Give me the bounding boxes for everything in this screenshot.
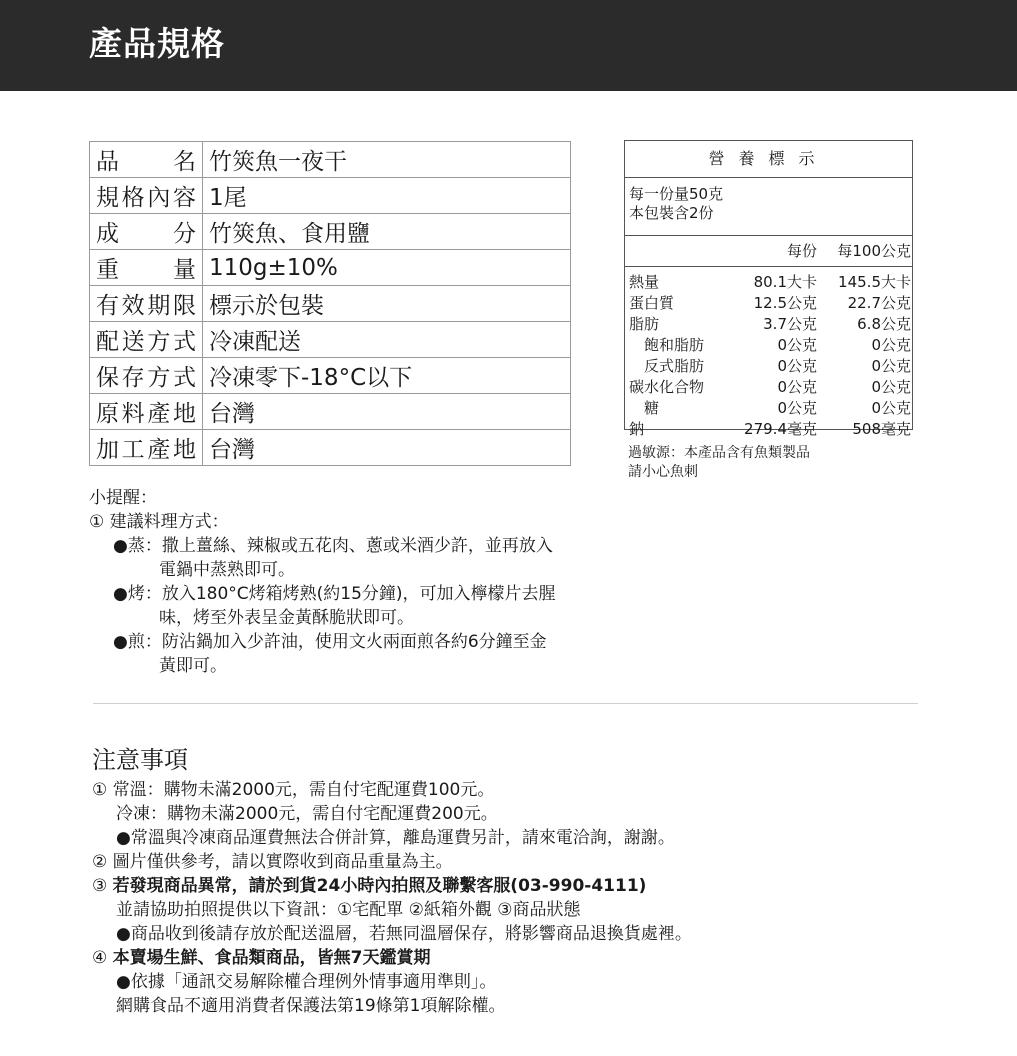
nutrient-per-serving: 279.4毫克 — [744, 420, 817, 438]
notice-list — [92, 778, 692, 1018]
nutrient-name: 脂肪 — [629, 315, 660, 333]
nutrient-name: 糖 — [629, 399, 660, 417]
nutrition-row — [625, 377, 912, 398]
spec-value: 竹筴魚、食用鹽 — [203, 214, 571, 250]
serving-info — [625, 178, 912, 236]
nutrient-per-serving: 12.5公克 — [753, 294, 817, 312]
nutrient-per-serving: 0公克 — [777, 357, 817, 375]
tip-fry: ●煎：防沾鍋加入少許油，使用文火兩面煎各約6分鐘至金 — [113, 632, 547, 652]
tip-bake-cont: 味，烤至外表呈金黃酥脆狀即可。 — [159, 608, 414, 628]
spec-row — [90, 214, 571, 250]
nutrition-row — [625, 398, 912, 419]
tip-bake: ●烤：放入180°C烤箱烤熟(約15分鐘)，可加入檸檬片去腥 — [113, 584, 556, 604]
notice-emphasis: 若發現商品異常，請於到貨24小時內拍照及聯繫客服(03-990-4111) — [112, 876, 647, 896]
nutrient-per-100g: 22.7公克 — [847, 294, 911, 312]
nutrient-per-100g: 0公克 — [871, 378, 911, 396]
nutrient-name: 蛋白質 — [629, 294, 675, 312]
spec-value: 竹筴魚一夜干 — [203, 142, 571, 178]
spec-value: 冷凍零下-18°C以下 — [203, 358, 571, 394]
nutrient-per-100g: 6.8公克 — [857, 315, 911, 333]
header-bar — [0, 0, 1017, 91]
spec-value: 標示於包裝 — [203, 286, 571, 322]
nutrient-name: 飽和脂肪 — [629, 336, 705, 354]
spec-row — [90, 250, 571, 286]
col-per-100g: 每100公克 — [837, 242, 911, 260]
spec-table — [89, 141, 571, 466]
cooking-tips — [89, 486, 556, 678]
page-title: 產品規格 — [89, 24, 225, 63]
spec-row — [90, 358, 571, 394]
nutrient-per-serving: 80.1大卡 — [753, 273, 817, 291]
spec-label: 加工產地 — [90, 430, 203, 466]
notice-item — [92, 946, 692, 970]
nutrient-name: 熱量 — [629, 273, 660, 291]
nutrition-row — [625, 272, 912, 293]
notice-number: ④ — [92, 948, 113, 968]
nutrient-per-100g: 0公克 — [871, 336, 911, 354]
nutrition-row — [625, 419, 912, 440]
allergy-line: 請小心魚刺 — [628, 464, 698, 480]
divider — [93, 703, 918, 704]
tip-steam: ●蒸：撒上薑絲、辣椒或五花肉、蔥或米酒少許，並再放入 — [113, 536, 553, 556]
spec-value: 台灣 — [203, 394, 571, 430]
nutrient-per-serving: 0公克 — [777, 378, 817, 396]
tip-fry-cont: 黃即可。 — [159, 656, 227, 676]
notice-item: 冷凍：購物未滿2000元，需自付宅配運費200元。 — [116, 804, 498, 824]
nutrient-per-100g: 0公克 — [871, 399, 911, 417]
spec-label: 重量 — [90, 250, 203, 286]
spec-label: 有效期限 — [90, 286, 203, 322]
nutrition-row — [625, 314, 912, 335]
spec-row — [90, 178, 571, 214]
nutrient-per-100g: 145.5大卡 — [838, 273, 911, 291]
nutrient-name: 反式脂肪 — [629, 357, 705, 375]
notice-item: 網購食品不適用消費者保護法第19條第1項解除權。 — [116, 996, 506, 1016]
nutrient-name: 鈉 — [629, 420, 645, 438]
tips-title: 小提醒： — [89, 488, 157, 508]
nutrition-title: 營養標示 — [625, 141, 912, 178]
notice-number: ③ — [92, 876, 113, 896]
nutrient-name: 碳水化合物 — [629, 378, 705, 396]
nutrition-column-header — [625, 236, 912, 267]
spec-row — [90, 142, 571, 178]
nutrient-per-serving: 3.7公克 — [763, 315, 817, 333]
spec-value: 台灣 — [203, 430, 571, 466]
spec-value: 冷凍配送 — [203, 322, 571, 358]
nutrient-per-serving: 0公克 — [777, 399, 817, 417]
nutrition-row — [625, 356, 912, 377]
nutrition-rows — [625, 267, 912, 440]
notice-item: ●常溫與冷凍商品運費無法合併計算，離島運費另計，請來電洽詢，謝謝。 — [116, 828, 675, 848]
notice-title: 注意事項 — [92, 746, 188, 774]
notice-item: ② 圖片僅供參考，請以實際收到商品重量為主。 — [92, 852, 453, 872]
spec-row — [90, 322, 571, 358]
notice-item: 並請協助拍照提供以下資訊：①宅配單 ②紙箱外觀 ③商品狀態 — [116, 900, 581, 920]
nutrient-per-100g: 0公克 — [871, 357, 911, 375]
spec-label: 保存方式 — [90, 358, 203, 394]
nutrition-row — [625, 335, 912, 356]
spec-row — [90, 394, 571, 430]
nutrient-per-100g: 508毫克 — [852, 420, 911, 438]
notice-emphasis: 本賣場生鮮、食品類商品，皆無7天鑑賞期 — [112, 948, 431, 968]
notice-item: ① 常溫：購物未滿2000元，需自付宅配運費100元。 — [92, 780, 495, 800]
spec-label: 成分 — [90, 214, 203, 250]
spec-label: 規格內容 — [90, 178, 203, 214]
spec-value: 1尾 — [203, 178, 571, 214]
spec-row — [90, 286, 571, 322]
tips-subtitle: ① 建議料理方式： — [89, 512, 229, 532]
allergy-line: 過敏源：本產品含有魚類製品 — [628, 445, 810, 461]
notice-item: ●商品收到後請存放於配送溫層，若無同溫層保存，將影響商品退換貨處裡。 — [116, 924, 692, 944]
spec-label: 配送方式 — [90, 322, 203, 358]
nutrient-per-serving: 0公克 — [777, 336, 817, 354]
spec-value: 110g±10% — [203, 250, 571, 286]
col-per-serving: 每份 — [786, 242, 817, 260]
notice-item: ●依據「通訊交易解除權合理例外情事適用準則」。 — [116, 972, 497, 992]
serving-size: 每一份量50克 — [629, 185, 724, 203]
notice-item — [92, 874, 692, 898]
spec-label: 原料產地 — [90, 394, 203, 430]
nutrition-facts — [624, 140, 913, 438]
spec-label: 品名 — [90, 142, 203, 178]
allergy-note — [628, 444, 810, 482]
nutrition-row — [625, 293, 912, 314]
spec-row — [90, 430, 571, 466]
tip-steam-cont: 電鍋中蒸熟即可。 — [159, 560, 295, 580]
servings-per-pack: 本包裝含2份 — [629, 204, 714, 222]
